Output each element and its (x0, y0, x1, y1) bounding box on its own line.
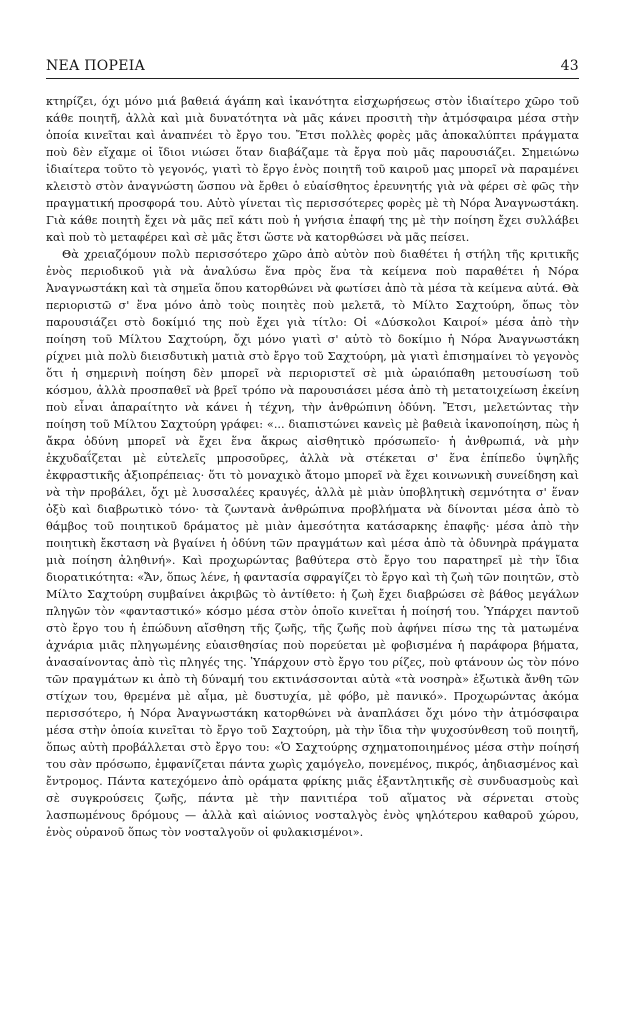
paragraph: κτηρίζει, όχι μόνο μιά βαθειά άγάπη καὶ ἱκανότητα εἰσχωρήσεως στὸν ἰδιαίτερο χῶρο τοῦ κάθε ποιητῆ, ἀλλὰ καὶ μιὰ δυνατότητα νὰ μᾶς κάνει προσιτὴ τὴν ἀτμόσφαιρα μέσα στὴν ὁποία κινεῖται καὶ ἀναπνέει τὸ ἔργο του. Ἔτσι πολλὲς φορὲς μᾶς ἀποκαλύπτει πράγματα ποὺ δὲν εἴχαμε οἱ ἴδιοι νιώσει ὅταν διαβάζαμε τὰ ἔργα ποὺ μᾶς παρουσιάζει. Σημειώνω ἰδιαίτερα τοῦτο τὸ γεγονός, γιατὶ τὸ ἔργο ἑνὸς ποιητῆ τοῦ καιροῦ μας μπορεῖ νὰ παραμένει κλειστὸ στὸν ἀναγνώστη ὥσπου νὰ ἔρθει ὁ εὐαίσθητος ἐρευνητής γιὰ νὰ φέρει σὲ φῶς τὴν πραγματική προσφορά του. Αὐτὸ γίνεται τὶς περισσότερες φορὲς μὲ τὴ Νόρα Ἀναγνωστάκη. Γιὰ κάθε ποιητὴ ἔχει νὰ μᾶς πεῖ κάτι ποὺ ἡ γνήσια ἐπαφή της μὲ τὴν ποίηση ἔχει συλλάβει καὶ ποὺ τὸ μεταφέρει καὶ σὲ μᾶς ἔτσι ὥστε νὰ κατορθώσει νὰ μᾶς πείσει. (46, 95, 579, 244)
journal-title: ΝΕΑ ΠΟΡΕΙΑ (46, 58, 145, 74)
page (46, 58, 579, 841)
running-head (46, 58, 579, 74)
paragraph: Θὰ χρειαζόμουν πολὺ περισσότερο χῶρο ἀπὸ αὐτὸν ποὺ διαθέτει ἡ στήλη τῆς κριτικῆς ἑνὸς περιοδικοῦ γιὰ νὰ ἀναλύσω ἕνα πρὸς ἕνα τὰ κείμενα ποὺ παραθέτει ἡ Νόρα Ἀναγνωστάκη καὶ τὰ σημεῖα ὅπου κατορθώνει νὰ φωτίσει ἀπὸ τὰ μέσα τὰ κείμενα αὐτά. Θὰ περιοριστῶ σ' ἕνα μόνο ἀπὸ τοὺς ποιητὲς ποὺ μελετᾶ, τὸ Μίλτο Σαχτούρη, ὅπως τὸν παρουσιάζει στὸ δοκίμιό της ποὺ ἔχει γιὰ τίτλο: Οἱ «Δύσκολοι Καιροί» μέσα ἀπὸ τὴν ποίηση τοῦ Μίλτου Σαχτούρη, ὄχι μόνο γιατὶ σ' αὐτὸ τὸ δοκίμιο ἡ Νόρα Ἀναγνωστάκη ρίχνει μιὰ πολὺ διεισδυτικὴ ματιὰ στὸ ἔργο τοῦ Σαχτούρη, μὰ γιατὶ ἐπισημαίνει τὸ γεγονὸς ὅτι ἡ σημερινὴ ποίηση δὲν μπορεῖ νὰ περιοριστεῖ σὲ μιὰ ὡραιόπαθη μετουσίωση τοῦ κόσμου, ἀλλὰ προσπαθεῖ νὰ βρεῖ τρόπο νὰ παρουσιάσει μέσα ἀπὸ τὴ μετατοιχείωση ἐκείνη ποὺ εἶναι ἀπαραίτητο νὰ κάνει ἡ τέχνη, τὴν ἀνθρώπινη ὀδύνη. Ἔτσι, μελετώντας τὴν ποίηση τοῦ Μίλτου Σαχτούρη γράφει: «... διαπιστώνει κανεὶς μὲ βαθειὰ ἱκανοποίηση, πὼς ἡ ἄκρα ὀδύνη μπορεῖ νὰ ἔχει ἕνα ἄκρως αἰσθητικὸ πρόσωπεῖο· ἡ ἀνθρωπιά, νὰ μὴν ἐκχυδαΐζεται μὲ εὐτελεῖς μπροσοῦρες, ἀλλὰ νὰ στέκεται σ' ἕνα ἐπίπεδο ὑψηλῆς ἐκφραστικῆς ἀξιοπρέπειας· ὅτι τὸ μοναχικὸ ἄτομο μπορεῖ νὰ ἔχει κοινωνικὴ συνείδηση καὶ νὰ τὴν προβάλει, ὄχι μὲ λυσσαλέες κραυγές, ἀλλὰ μὲ μιὰν ὑποβλητικὴ σεμνότητα σ' ἕναν ὀξὺ καὶ διαβρωτικὸ τόνο· τὰ ζωντανὰ ἀνθρώπινα προβλήματα νὰ δίνονται μέσα ἀπὸ τὸ θάμβος τοῦ ποιητικοῦ δράματος μὲ μιὰν ἀμεσότητα κατάσαρκης ἐπαφῆς· μέσα ἀπὸ τὴν ποιητικὴ ἔκσταση νὰ βγαίνει ἡ ὀδύνη τῶν πραγμάτων καὶ μέσα ἀπὸ τὰ ὀδυνηρὰ πράγματα μιὰ ποίηση ἀληθινή». Καὶ προχωρώντας βαθύτερα στὸ ἔργο του παρατηρεῖ μὲ τὴν ἴδια διορατικότητα: «Ἄν, ὅπως λένε, ἡ φαντασία σφραγίζει τὸ ἔργο καὶ τὴ ζωὴ τῶν ποιητῶν, στὸ Μίλτο Σαχτούρη συμβαίνει ἀκριβῶς τὸ ἀντίθετο: ἡ ζωὴ ἔχει διαβρώσει σὲ βάθος μεγάλων πληγῶν τὸν «φανταστικό» κόσμο μέσα στὸν ὁποῖο κινεῖται ἡ ποίησή του. Ὑπάρχει παντοῦ στὸ ἔργο του ἡ ἐπώδυνη αἴσθηση τῆς ζωῆς, τῆς ζωῆς ποὺ ἀφήνει πίσω της τὰ ματωμένα ἀχνάρια μιᾶς πληγωμένης εὐαισθησίας ποὺ πορεύεται μὲ φοβισμένα ἡ παράφορα βήματα, ἀνασαίνοντας ἀπὸ τὶς πληγές της. Ὑπάρχουν στὸ ἔργο του ρίζες, ποὺ φτάνουν ὡς τὸν πόνο τῶν πραγμάτων κι ἀπὸ τὴ δύναμή του εκτινάσσονται αὐτὰ «τὰ νοσηρὰ» ἐξωτικὰ ἄνθη τῶν στίχων του, θρεμένα μὲ αἷμα, μὲ δυστυχία, μὲ φόβο, μὲ πανικό». Προχωρώντας ἀκόμα περισσότερο, ἡ Νόρα Ἀναγνωστάκη κατορθώνει νὰ ἀναπλάσει ὄχι μόνο τὴν ἀτμόσφαιρα μέσα στὴν ὁποία κινεῖται τὸ ἔργο τοῦ Σαχτούρη, μὰ τὴν ἴδια τὴν ψυχοσύνθεση τοῦ ποιητῆ, ὅπως αὐτὴ προβάλλεται στὸ ἔργο του: «Ὁ Σαχτούρης σχηματοποιημένος μέσα στὴν ποίησή του σὰν πρόσωπο, ἐμφανίζεται πάντα χωρὶς χαμόγελο, πονεμένος, πικρός, ἀηδιασμένος καὶ ἔντρομος. Πάντα κατεχόμενο ἀπὸ οράματα φρίκης μιᾶς ἐξαντλητικῆς σὲ συνδυασμοὺς καὶ σὲ συγκρούσεις ζωῆς, πάντα μὲ τὴν πανιτιέρα τοῦ αἵματος νὰ σέρνεται στοὺς λασπωμένους δρόμους — ἀλλὰ καὶ αἰώνιος νοσταλγὸς ἑνὸς ψηλότερου καθαροῦ χώρου, ἑνὸς οὐρανοῦ ὅπως τὸν νοσταλγοῦν οἱ φυλακισμένοι». (46, 248, 579, 839)
header-rule (46, 78, 579, 79)
article-body (46, 93, 579, 841)
page-number: 43 (560, 58, 579, 74)
